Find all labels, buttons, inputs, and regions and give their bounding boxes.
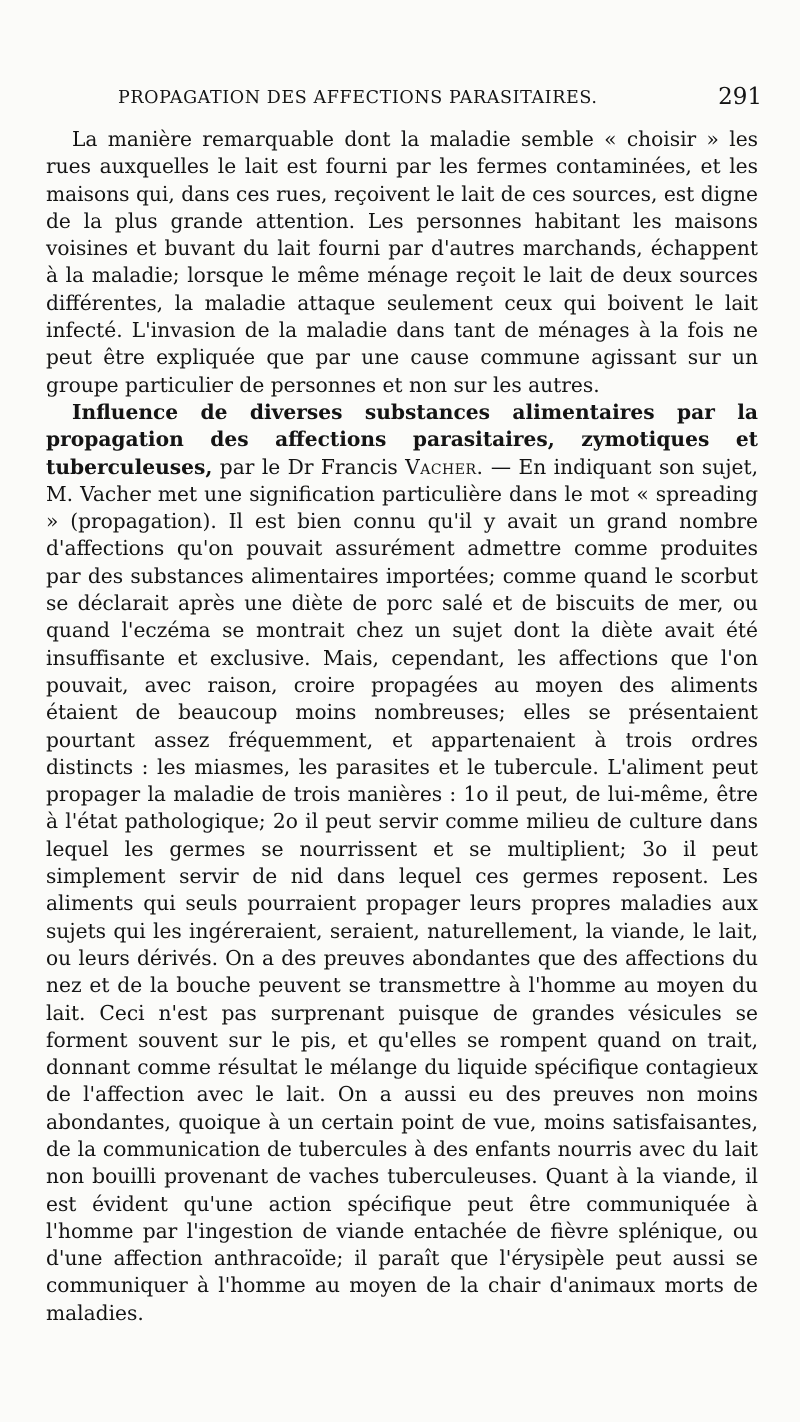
running-title: PROPAGATION DES AFFECTIONS PARASITAIRES. bbox=[118, 88, 598, 108]
author-prefix: par le Dr Francis bbox=[219, 454, 398, 479]
section-text: — En indiquant son sujet, M. Vacher met une signification particulière dans le mot « spreading » (propagation). Il est bien connu qu'il y avait un grand nombre d'affections qu'on pouvait assurément admettre comme produites par des substances alimentaires importées; comme quand le scorbut se déclarait après une diète de porc salé et de biscuits de mer, ou quand l'eczéma se montrait chez un sujet dont la diète avait été insuffisante et exclusive. Mais, cependant, les affections que l'on pouvait, avec raison, croire propagées au moyen des aliments étaient de beaucoup moins nombreuses; elles se présentaient pourtant assez fréquemment, et appartenaient à trois ordres distincts : les miasmes, les parasites et le tubercule. L'aliment peut propager la maladie de trois manières : 1o il peut, de lui-même, être à l'état pathologique; 2o il peut servir comme milieu de culture dans lequel les germes se nourrissent et se multiplient; 3o il peut simplement servir de nid dans lequel ces germes reposent. Les aliments qui seuls pourraient propager leurs propres maladies aux sujets qui les ingéreraient, seraient, naturellement, la viande, le lait, ou leurs dérivés. On a des preuves abondantes que des affections du nez et de la bouche peuvent se transmettre à l'homme au moyen du lait. Ceci n'est pas surprenant puisque de grandes vésicules se forment souvent sur le pis, et qu'elles se rompent quand on trait, donnant comme résultat le mélange du liquide spécifique contagieux de l'affection avec le lait. On a aussi eu des preuves non moins abondantes, quoique à un certain point de vue, moins satisfaisantes, de la communication de tubercules à des enfants nourris avec du lait non bouilli provenant de vaches tuberculeuses. Quant à la viande, il est évident qu'une action spécifique peut être communiquée à l'homme par l'ingestion de viande entachée de fièvre splénique, ou d'une affection anthracoïde; il paraît que l'érysipèle peut aussi se communiquer à l'homme au moyen de la chair d'animaux morts de maladies. bbox=[46, 454, 758, 1325]
body-text bbox=[46, 126, 758, 1327]
section-food-substances bbox=[46, 399, 758, 1327]
running-header bbox=[118, 84, 764, 120]
paragraph-milk-contamination: La manière remarquable dont la maladie semble « choisir » les rues auxquelles le lait est fourni par les fermes contaminées, et les maisons qui, dans ces rues, reçoivent le lait de ces sources, est digne de la plus grande attention. Les personnes habitant les maisons voisines et buvant du lait fourni par d'autres marchands, échappent à la maladie; lorsque le même ménage reçoit le lait de deux sources différentes, la maladie attaque seulement ceux qui boivent le lait infecté. L'invasion de la maladie dans tant de ménages à la fois ne peut être expliquée que par une cause commune agissant sur un groupe particulier de personnes et non sur les autres. bbox=[46, 127, 758, 397]
section-title: Influence de diverses substances alimentaires par la propagation des affections parasitaires, zymotiques et tuberculeuses, bbox=[46, 399, 758, 479]
author-name: Vacher. bbox=[405, 454, 484, 479]
page-number: 291 bbox=[718, 84, 762, 110]
